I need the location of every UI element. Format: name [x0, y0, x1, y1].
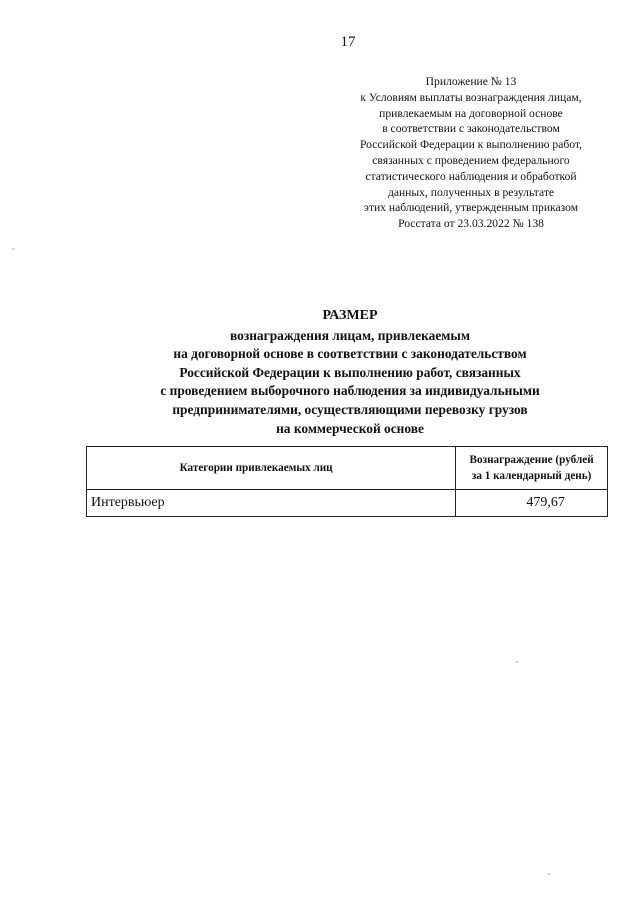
title-line: предпринимателями, осуществляющими перевозку грузов	[172, 401, 528, 417]
title-line: на коммерческой основе	[276, 420, 424, 436]
header-category: Категории привлекаемых лиц	[87, 447, 456, 490]
scan-speck	[12, 248, 14, 250]
appendix-line: в соответствии с законодательством	[382, 122, 560, 136]
scan-speck	[516, 661, 518, 663]
title-heading: РАЗМЕР	[322, 308, 378, 323]
appendix-line: Российской Федерации к выполнению работ,	[359, 138, 582, 152]
title-line: на договорной основе в соответствии с законодательством	[173, 346, 527, 362]
header-reward-line: Вознаграждение (рублей	[469, 454, 594, 466]
scan-speck	[548, 873, 550, 875]
header-reward-line: за 1 календарный день)	[471, 470, 592, 482]
appendix-line: статистического наблюдения и обработкой	[365, 169, 577, 183]
table-header-row	[87, 447, 608, 490]
cell-reward: 479,67	[456, 490, 608, 517]
table-row	[87, 490, 608, 517]
appendix-line: привлекаемым на договорной основе	[379, 106, 563, 120]
cell-category: Интервьюер	[87, 490, 456, 517]
title-line: Российской Федерации к выполнению работ, связанных	[179, 364, 521, 380]
appendix-line: Приложение № 13	[425, 75, 517, 88]
appendix-line: данных, полученных в результате	[387, 185, 555, 199]
header-reward	[456, 447, 608, 490]
appendix-line: Росстата от 23.03.2022 № 138	[398, 217, 544, 231]
appendix-line: связанных с проведением федерального	[372, 153, 570, 167]
appendix-reference	[336, 74, 606, 232]
title-line: с проведением выборочного наблюдения за индивидуальными	[160, 383, 540, 399]
appendix-line: к Условиям выплаты вознаграждения лицам,	[360, 90, 582, 104]
title-line: вознаграждения лицам, привлекаемым	[230, 327, 470, 343]
appendix-line: этих наблюдений, утвержденным приказом	[363, 201, 579, 215]
page-number: 17	[340, 34, 356, 50]
rates-table	[86, 446, 608, 517]
document-title	[60, 307, 640, 438]
